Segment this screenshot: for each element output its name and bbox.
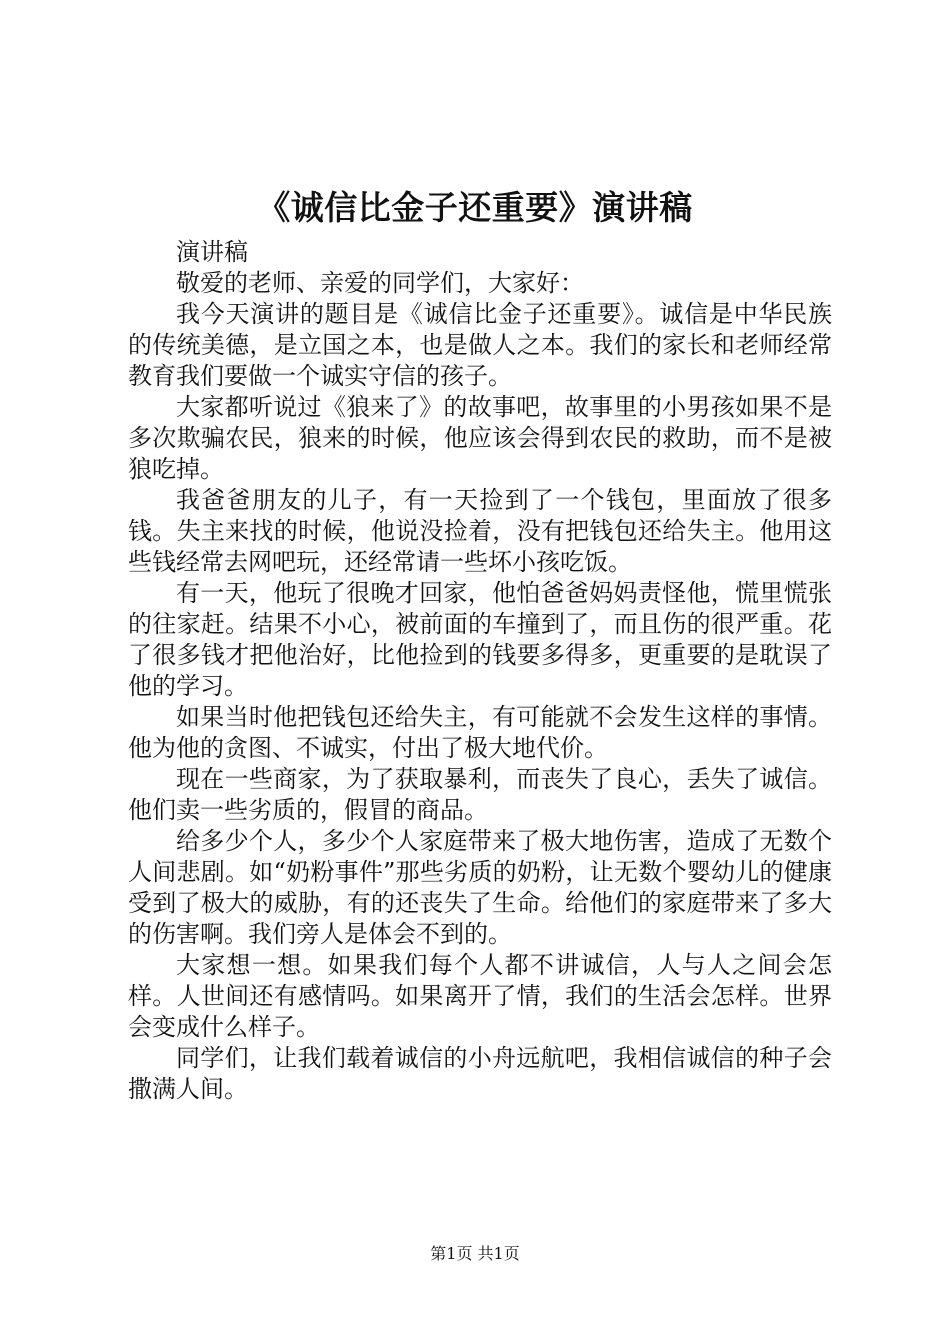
- paragraph-accident: 有一天，他玩了很晚才回家，他怕爸爸妈妈责怪他，慌里慌张的往家赶。结果不小心，被前面的车撞到了，而且伤的很严重。花了很多钱才把他治好，比他捡到的钱要多得多，更重要的是耽误了他的学习。: [128, 579, 832, 700]
- paragraph-harm: 给多少个人，多少个人家庭带来了极大地伤害，造成了无数个人间悲剧。如“奶粉事件”那些劣质的奶粉，让无数个婴幼儿的健康受到了极大的威胁，有的还丧失了生命。给他们的家庭带来了多大的伤害啊。我们旁人是体会不到的。: [128, 827, 832, 948]
- paragraph-heading-label: 演讲稿: [176, 238, 248, 266]
- paragraph-merchants: 现在一些商家，为了获取暴利，而丧失了良心，丢失了诚信。他们卖一些劣质的，假冒的商品。: [128, 765, 832, 824]
- document-body: [128, 237, 832, 1105]
- document-title: 《诚信比金子还重要》演讲稿: [257, 188, 693, 227]
- paragraph-consequence: 如果当时他把钱包还给失主，有可能就不会发生这样的事情。他为他的贪图、不诚实，付出了极大地代价。: [128, 703, 832, 762]
- paragraph-conclusion: 同学们，让我们载着诚信的小舟远航吧，我相信诚信的种子会撒满人间。: [128, 1044, 832, 1103]
- page-footer: 第1页 共1页: [430, 1244, 520, 1263]
- paragraph-intro: 我今天演讲的题目是《诚信比金子还重要》。诚信是中华民族的传统美德，是立国之本，也是做人之本。我们的家长和老师经常教育我们要做一个诚实守信的孩子。: [128, 300, 832, 390]
- paragraph-greeting: 敬爱的老师、亲爱的同学们，大家好：: [176, 269, 584, 297]
- paragraph-reflection: 大家想一想。如果我们每个人都不讲诚信，人与人之间会怎样。人世间还有感情吗。如果离开了情，我们的生活会怎样。世界会变成什么样子。: [128, 951, 832, 1041]
- paragraph-wallet-story: 我爸爸朋友的儿子，有一天捡到了一个钱包，里面放了很多钱。失主来找的时候，他说没捡着，没有把钱包还给失主。他用这些钱经常去网吧玩，还经常请一些坏小孩吃饭。: [128, 486, 832, 576]
- paragraph-wolf-story: 大家都听说过《狼来了》的故事吧，故事里的小男孩如果不是多次欺骗农民，狼来的时候，他应该会得到农民的救助，而不是被狼吃掉。: [128, 393, 832, 483]
